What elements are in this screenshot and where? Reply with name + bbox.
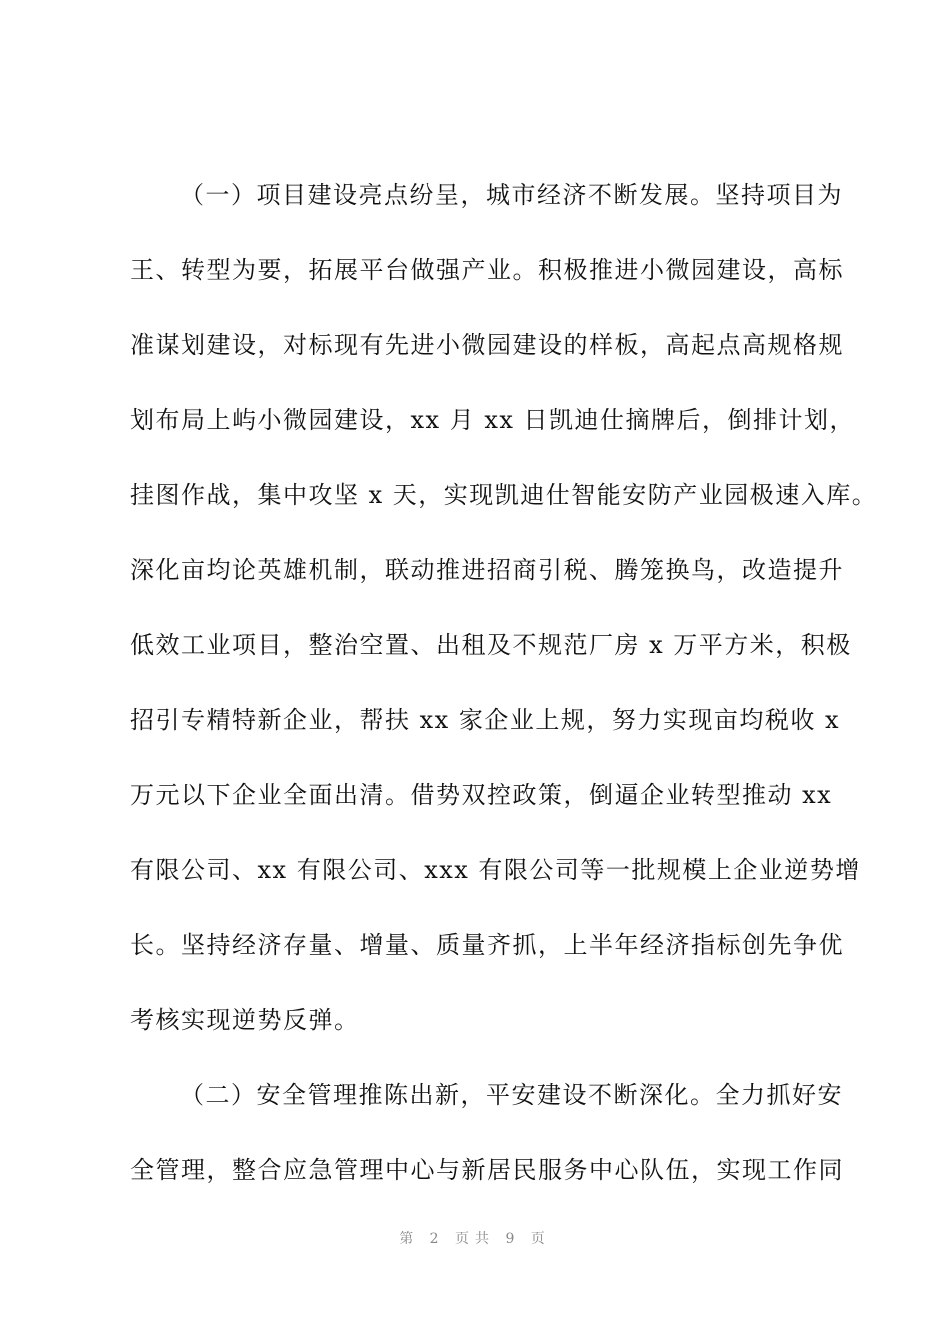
- page-footer: 第 2 页共 9 页: [399, 1231, 551, 1247]
- paragraph-1-line-4: 划布局上屿小微园建设，xx 月 xx 日凯迪仕摘牌后，倒排计划，: [130, 406, 856, 434]
- paragraph-1-line-2: 王、转型为要，拓展平台做强产业。积极推进小微园建设，高标: [130, 256, 844, 284]
- paragraph-2-line-2: 全管理，整合应急管理中心与新居民服务中心队伍，实现工作同: [130, 1156, 844, 1184]
- paragraph-1-line-6: 深化亩均论英雄机制，联动推进招商引税、腾笼换鸟，改造提升: [130, 556, 844, 584]
- paragraph-1-line-10: 有限公司、xx 有限公司、xxx 有限公司等一批规模上企业逆势增: [130, 856, 861, 884]
- paragraph-1-line-1: （一）项目建设亮点纷呈，城市经济不断发展。坚持项目为: [180, 181, 843, 209]
- paragraph-1-line-12: 考核实现逆势反弹。: [130, 1006, 360, 1034]
- paragraph-1-line-11: 长。坚持经济存量、增量、质量齐抓，上半年经济指标创先争优: [130, 931, 844, 959]
- paragraph-2-line-1: （二）安全管理推陈出新，平安建设不断深化。全力抓好安: [180, 1081, 843, 1109]
- paragraph-1-line-5: 挂图作战，集中攻坚 x 天，实现凯迪仕智能安防产业园极速入库。: [130, 481, 878, 509]
- paragraph-1-line-9: 万元以下企业全面出清。借势双控政策，倒逼企业转型推动 xx: [130, 781, 833, 809]
- paragraph-1-line-8: 招引专精特新企业，帮扶 xx 家企业上规，努力实现亩均税收 x: [130, 706, 840, 734]
- paragraph-1-line-3: 准谋划建设，对标现有先进小微园建设的样板，高起点高规格规: [130, 331, 844, 359]
- paragraph-1-line-7: 低效工业项目，整治空置、出租及不规范厂房 x 万平方米，积极: [130, 631, 852, 659]
